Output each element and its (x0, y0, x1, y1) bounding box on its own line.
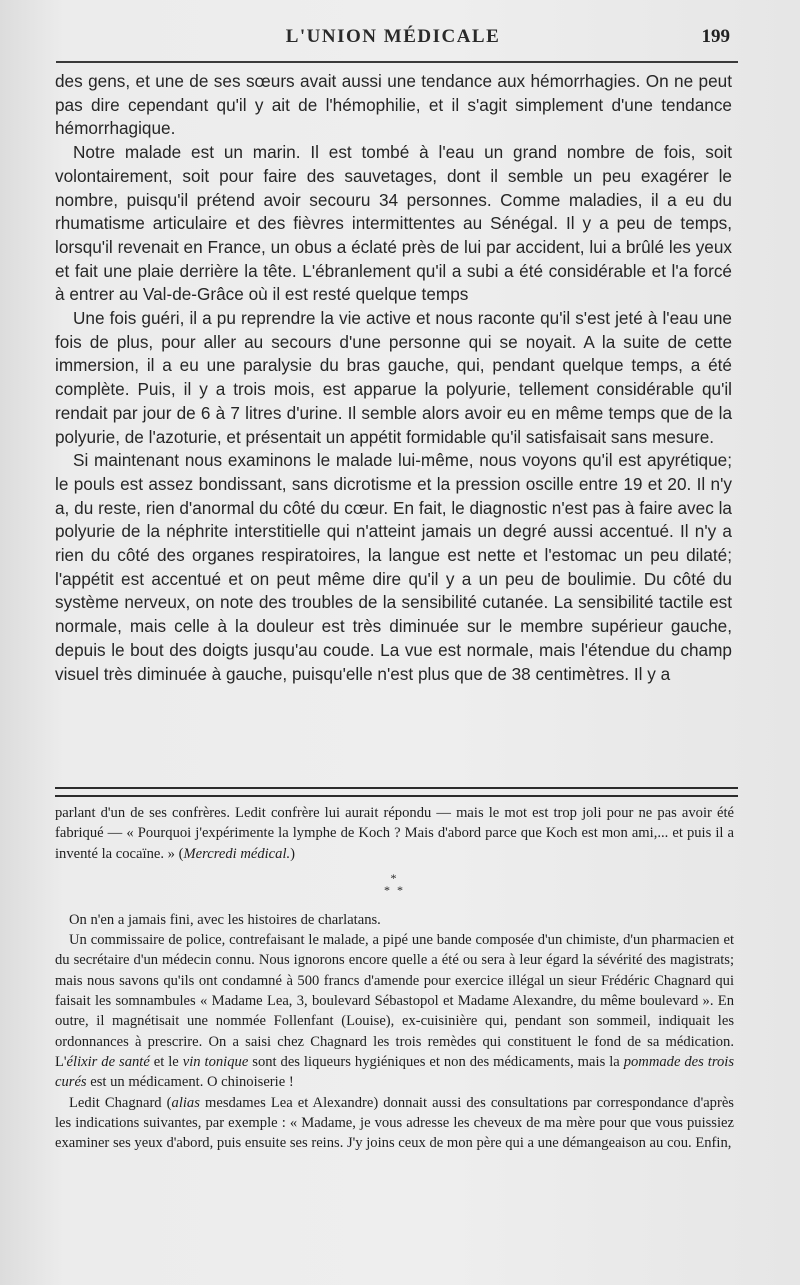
note-4-part-b: mesdames Lea et Alexandre) donnait aussi des consultations par correspondance d'après les indications suivantes, par exemple : « Madame, je vous adresse les cheveux de ma mère pour que vous puissiez examiner ses yeux d'abord, puis ensuite ses reins. J'y joins ceux de mon père qui a une démangeaison au cou. Enfin, (55, 1094, 734, 1152)
note-3-vin: vin tonique (182, 1053, 249, 1070)
note-1-text: parlant d'un de ses confrères. Ledit confrère lui aurait répondu — mais le mot est trop joli pour ne pas avoir été fabriqué — « Pourquoi j'expérimente la lymphe de Koch ? Mais d'abord parce que Koch est mon ami,... et puis il a inventé la cocaïne. » ( (55, 805, 734, 862)
note-2: On n'en a jamais fini, avec les histoires de charlatans. (69, 911, 381, 928)
note-1-end: ) (290, 845, 296, 862)
main-text (55, 70, 732, 686)
note-3-elixir: élixir de santé (66, 1053, 150, 1070)
note-3 (55, 930, 734, 1092)
page-header (56, 26, 730, 56)
asterism-bottom: * * (384, 882, 405, 897)
note-4-part-a: Ledit Chagnard ( (69, 1094, 172, 1111)
section-divider (55, 787, 738, 797)
note-1-source: Mercredi médical. (183, 845, 291, 862)
journal-title: L'UNION MÉDICALE (285, 26, 501, 47)
header-rule (56, 61, 738, 63)
note-3-part-b: et le (149, 1053, 183, 1070)
asterism-top: * (390, 870, 399, 885)
paragraph-2: Notre malade est un marin. Il est tombé à l'eau un grand nombre de fois, soit volontairement, soit pour faire des sauvetages, dont il semble un peu exagérer le nombre, puisqu'il prétend avoir secouru 34 personnes. Comme maladies, il a eu du rhumatisme articulaire et des fièvres intermittentes au Sénégal. Il y a peu de temps, lorsqu'il revenait en France, un obus a éclaté près de lui par accident, lui a brûlé les yeux et fait une plaie derrière la tête. L'ébranlement qu'il a subi a été considérable et l'a forcé à entrer au Val-de-Grâce où il est resté quelque temps (55, 142, 732, 305)
note-4 (55, 1093, 734, 1154)
page-number: 199 (701, 26, 730, 47)
paragraph-1: des gens, et une de ses sœurs avait aussi une tendance aux hémorrhagies. On ne peut pas dire cependant qu'il y ait de l'hémophilie, et il s'agit simplement d'une tendance hémorrhagique. (55, 71, 732, 139)
asterism (55, 872, 734, 896)
note-3-part-a: Un commissaire de police, contrefaisant le malade, a pipé une bande composée d'un chimiste, d'un pharmacien et du secrétaire d'un médecin connu. Nous ignorons encore quelle a été ou sera à leur égard la sévérité des magistrats; mais nous savons qu'ils ont condamné à 500 francs d'amende pour exercice illégal un sieur Frédéric Chagnard qui faisait les somnambules « Madame Lea, 3, boulevard Sébastopol et Madame Alexandre, du même boulevard ». En outre, il magnétisait une nommée Follenfant (Louise), ex-cuisinière qui, pendant son sommeil, indiquait les ordonnances à prescrire. On a saisi chez Chagnard les trois remèdes qui constituent le fond de sa médication. L' (55, 932, 734, 1070)
note-1 (55, 803, 734, 864)
paragraph-4: Si maintenant nous examinons le malade lui-même, nous voyons qu'il est apyrétique; le pouls est assez bondissant, sans dicrotisme et la pression oscille entre 19 et 20. Il n'y a, du reste, rien d'anormal du côté du cœur. En fait, le diagnostic n'est pas à faire avec la polyurie de la néphrite interstitielle qui n'atteint jamais un degré aussi accentué. Il n'y a rien du côté des organes respiratoires, la langue est nette et l'estomac un peu dilaté; l'appétit est accentué et on peut même dire qu'il y a un peu de boulimie. Du côté du système nerveux, on note des troubles de la sensibilité cutanée. La sensibilité tactile est normale, mais celle à la douleur est très diminuée sur le membre supérieur gauche, depuis le bout des doigts jusqu'au coude. La vue est normale, mais l'étendue du champ visuel très diminuée à gauche, puisqu'elle n'est plus que de 38 centimètres. Il y a (55, 450, 732, 684)
note-3-part-c: sont des liqueurs hygiéniques et non des médicaments, mais la (248, 1053, 624, 1070)
paragraph-3: Une fois guéri, il a pu reprendre la vie active et nous raconte qu'il s'est jeté à l'eau une fois de plus, pour aller au secours d'une personne qui se noyait. A la suite de cette immersion, il a eu une paralysie du bras gauche, qui, pendant quelque temps, a été complète. Puis, il y a trois mois, est apparue la polyurie, tellement considérable qu'il rendait par jour de 6 à 7 litres d'urine. Il semble alors avoir eu en même temps que de la polyurie, de l'azoturie, et présentait un appétit formidable qu'il satisfaisait sans mesure. (55, 308, 732, 447)
note-4-alias: alias (171, 1094, 200, 1111)
note-3-part-d: est un médicament. O chinoiserie ! (86, 1074, 294, 1091)
notes-section (55, 803, 734, 1153)
note-3-pommade: pommade des trois curés (55, 1053, 735, 1091)
